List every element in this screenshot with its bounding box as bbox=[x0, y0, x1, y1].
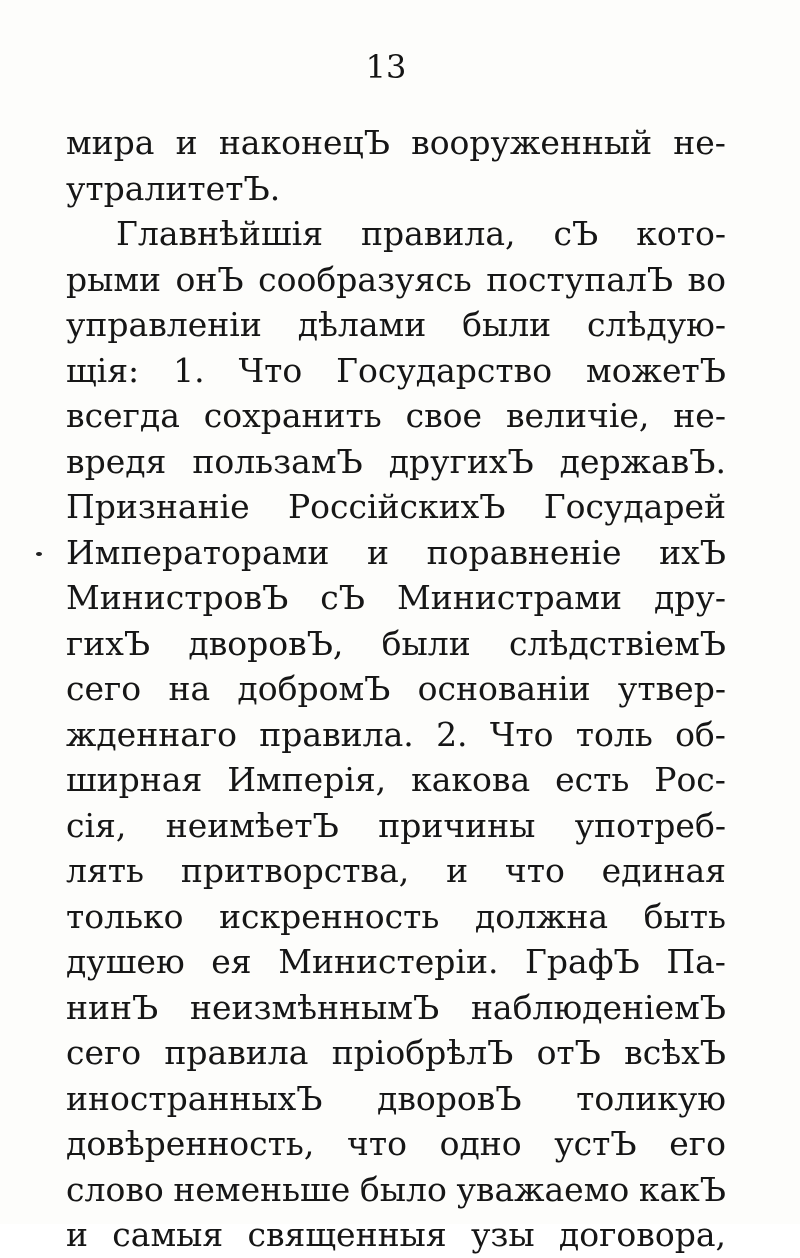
word: не- bbox=[673, 396, 726, 435]
word: рыми bbox=[66, 259, 162, 299]
word: причины bbox=[378, 805, 536, 845]
word: дворовЪ, bbox=[188, 623, 344, 663]
word: наблюденіемЪ bbox=[470, 987, 726, 1027]
word: державЪ. bbox=[559, 441, 726, 481]
word: договора, bbox=[558, 1215, 726, 1254]
word: не- bbox=[673, 123, 726, 162]
word: устЪ bbox=[554, 1124, 637, 1163]
word: ширная bbox=[66, 760, 203, 799]
word: быть bbox=[643, 896, 726, 936]
word: единая bbox=[601, 851, 726, 890]
text-line bbox=[66, 803, 726, 849]
word: другихЪ bbox=[388, 441, 534, 481]
text-line bbox=[66, 757, 726, 803]
word: его bbox=[669, 1124, 726, 1163]
word: поравненіе bbox=[426, 532, 622, 572]
word: есть bbox=[555, 760, 630, 799]
word: было bbox=[359, 1169, 447, 1209]
word: и bbox=[367, 532, 390, 572]
word: правила, bbox=[361, 214, 516, 253]
word: притворства, bbox=[180, 851, 410, 890]
word: довѣренность, bbox=[66, 1124, 315, 1163]
word: пользамЪ bbox=[192, 441, 363, 481]
word: что bbox=[347, 1124, 407, 1163]
word: толикую bbox=[576, 1078, 726, 1118]
word: об- bbox=[675, 714, 726, 754]
word: правила bbox=[164, 1033, 309, 1072]
word: дворовЪ bbox=[377, 1078, 522, 1118]
word: ГрафЪ bbox=[525, 942, 640, 981]
word: щія: bbox=[66, 350, 140, 390]
word: слово bbox=[66, 1169, 164, 1209]
text-line bbox=[66, 894, 726, 940]
text-line bbox=[66, 712, 726, 758]
text-line bbox=[66, 393, 726, 439]
text-line bbox=[66, 257, 726, 303]
word: и bbox=[446, 851, 469, 890]
word: сія, bbox=[66, 805, 127, 845]
text-line bbox=[66, 530, 726, 576]
word: отЪ bbox=[536, 1033, 601, 1072]
word: МинистровЪ bbox=[66, 578, 289, 617]
word: самыя bbox=[112, 1215, 224, 1254]
word: 1. bbox=[173, 350, 205, 390]
word: сего bbox=[66, 1033, 142, 1072]
word: уважаемо bbox=[456, 1169, 630, 1209]
word: Государей bbox=[543, 487, 726, 526]
word: душею bbox=[66, 942, 185, 981]
body-text bbox=[66, 120, 726, 1258]
text-line bbox=[66, 211, 726, 257]
text-line bbox=[66, 1030, 726, 1076]
word: мира bbox=[66, 123, 155, 162]
word: какЪ bbox=[638, 1169, 726, 1209]
word: величіе, bbox=[505, 396, 650, 435]
word: сохранить bbox=[203, 396, 382, 435]
text-line bbox=[66, 1212, 726, 1258]
word: Главнѣйшія bbox=[116, 214, 324, 253]
word: всегда bbox=[66, 396, 180, 435]
word: дру- bbox=[653, 578, 726, 617]
word: утралитетЪ. bbox=[66, 168, 281, 208]
word: кото- bbox=[636, 214, 726, 253]
word: толь bbox=[575, 714, 653, 754]
word: Императорами bbox=[66, 532, 330, 572]
word: употреб- bbox=[574, 805, 726, 845]
text-line bbox=[66, 1076, 726, 1122]
word: свое bbox=[405, 396, 483, 435]
text-line bbox=[66, 939, 726, 985]
word: Па- bbox=[666, 942, 726, 981]
word: утвер- bbox=[617, 669, 726, 708]
word: Что bbox=[489, 714, 554, 754]
word: сообразуясь bbox=[258, 259, 472, 299]
page-number: 13 bbox=[365, 48, 407, 86]
word: 2. bbox=[436, 714, 468, 754]
word: узы bbox=[470, 1215, 535, 1254]
word: слѣдую- bbox=[587, 305, 726, 344]
word: что bbox=[504, 851, 565, 890]
word: и bbox=[175, 123, 198, 162]
word: всѣхЪ bbox=[624, 1033, 726, 1072]
text-line bbox=[66, 439, 726, 485]
word: нинЪ bbox=[66, 987, 159, 1027]
word: правила. bbox=[259, 714, 414, 754]
word: и bbox=[66, 1215, 88, 1254]
word: пріобрѣлЪ bbox=[331, 1033, 514, 1072]
word: Рос- bbox=[654, 760, 726, 799]
text-line bbox=[66, 120, 726, 166]
word: вредя bbox=[66, 441, 167, 481]
text-line bbox=[66, 1121, 726, 1167]
word: Государство bbox=[336, 350, 553, 390]
word: иностранныхЪ bbox=[66, 1078, 323, 1118]
word: Министеріи. bbox=[278, 942, 499, 981]
word: неизмѣннымЪ bbox=[189, 987, 440, 1027]
word: сЪ bbox=[320, 578, 365, 617]
word: Что bbox=[238, 350, 303, 390]
text-line bbox=[66, 484, 726, 530]
text-line bbox=[66, 666, 726, 712]
word: были bbox=[381, 623, 471, 663]
word: лять bbox=[66, 851, 145, 890]
word: должна bbox=[474, 896, 609, 936]
word: неимѣетЪ bbox=[165, 805, 339, 845]
word: священныя bbox=[247, 1215, 447, 1254]
word: какова bbox=[411, 760, 531, 799]
text-line bbox=[66, 575, 726, 621]
text-line bbox=[66, 848, 726, 894]
word: можетЪ bbox=[586, 350, 726, 390]
word: неменьше bbox=[173, 1169, 351, 1209]
word: онЪ bbox=[175, 259, 244, 299]
text-line bbox=[66, 985, 726, 1031]
text-line bbox=[66, 348, 726, 394]
word: жденнаго bbox=[66, 714, 238, 754]
text-line bbox=[66, 1167, 726, 1213]
word: были bbox=[462, 305, 552, 344]
word: основаніи bbox=[417, 669, 591, 708]
word: Министрами bbox=[396, 578, 622, 617]
word: вооруженный bbox=[411, 123, 653, 162]
text-line bbox=[66, 621, 726, 667]
word: только bbox=[66, 896, 184, 936]
word: дѣлами bbox=[297, 305, 427, 344]
text-line bbox=[66, 302, 726, 348]
word: поступалЪ bbox=[486, 259, 674, 299]
word: одно bbox=[439, 1124, 522, 1163]
word: гихЪ bbox=[66, 623, 151, 663]
word: сЪ bbox=[553, 214, 599, 253]
word: на bbox=[168, 669, 211, 708]
word: ея bbox=[211, 942, 252, 981]
word: слѣдствіемЪ bbox=[509, 623, 726, 663]
word: управленіи bbox=[66, 305, 262, 344]
word: сего bbox=[66, 669, 142, 708]
ink-speck bbox=[36, 552, 42, 556]
word: искренность bbox=[219, 896, 440, 936]
word: во bbox=[687, 259, 726, 299]
text-line bbox=[66, 166, 726, 212]
word: ихЪ bbox=[659, 532, 726, 572]
word: РоссійскихЪ bbox=[287, 487, 506, 526]
word: добромЪ bbox=[237, 669, 391, 708]
word: Имперія, bbox=[227, 760, 387, 799]
word: Признаніе bbox=[66, 487, 250, 526]
word: наконецЪ bbox=[218, 123, 390, 162]
